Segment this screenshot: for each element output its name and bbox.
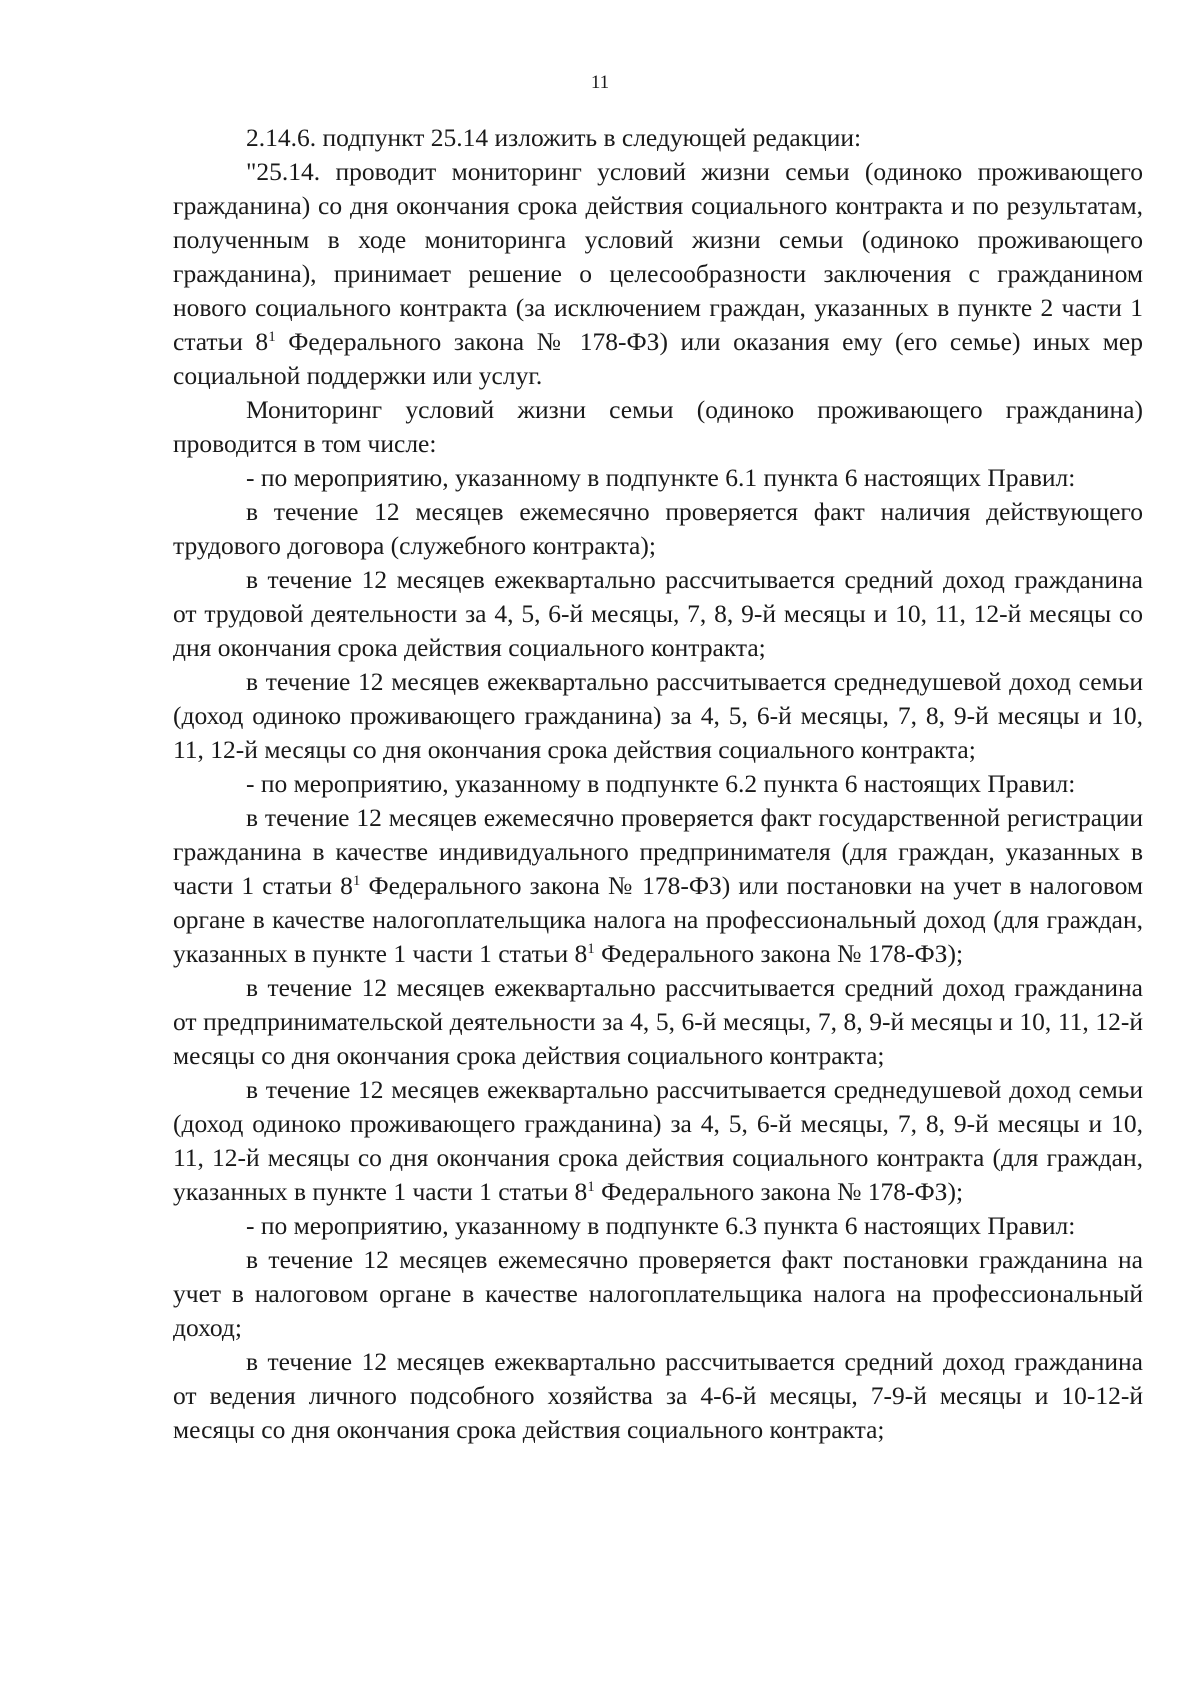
paragraph: - по мероприятию, указанному в подпункте 6.3 пункта 6 настоящих Правил:	[246, 1211, 1076, 1240]
paragraph: в течение 12 месяцев ежемесячно проверяется факт постановки гражданина на учет в налоговом органе в качестве налогоплательщика налога на профессиональный доход;	[173, 1245, 1143, 1342]
paragraph-text: в течение 12 месяцев ежемесячно проверяется факт государственной регистрации гражданина в качестве индивидуального предпринимателя (для граждан, указанных в части 1 статьи 8	[173, 803, 1143, 900]
paragraph	[173, 1073, 1143, 1209]
paragraph: в течение 12 месяцев ежемесячно проверяется факт наличия действующего трудового договора (служебного контракта);	[173, 497, 1143, 560]
paragraph: Мониторинг условий жизни семьи (одиноко проживающего гражданина) проводится в том числе:	[173, 395, 1143, 458]
paragraph	[173, 801, 1143, 971]
paragraph: в течение 12 месяцев ежеквартально рассчитывается среднедушевой доход семьи (доход одиноко проживающего гражданина) за 4, 5, 6-й месяцы, 7, 8, 9-й месяцы и 10, 11, 12-й месяцы со дня окончания срока действия социального контракта;	[173, 667, 1143, 764]
document-body	[173, 121, 1143, 1447]
paragraph-text: Федерального закона № 178-ФЗ);	[594, 939, 964, 968]
paragraph-text: Федерального закона № 178-ФЗ) или оказания ему (его семье) иных мер социальной поддержки или услуг.	[173, 327, 1143, 390]
superscript-index: 1	[352, 873, 361, 889]
superscript-index: 1	[587, 941, 595, 957]
paragraph: 2.14.6. подпункт 25.14 изложить в следующей редакции:	[246, 123, 862, 152]
paragraph: в течение 12 месяцев ежеквартально рассчитывается средний доход гражданина от ведения личного подсобного хозяйства за 4-6-й месяцы, 7-9-й месяцы и 10-12-й месяцы со дня окончания срока действия социального контракта;	[173, 1347, 1143, 1444]
paragraph-text: Федерального закона № 178-ФЗ);	[594, 1177, 964, 1206]
paragraph: - по мероприятию, указанному в подпункте 6.2 пункта 6 настоящих Правил:	[246, 769, 1076, 798]
paragraph: в течение 12 месяцев ежеквартально рассчитывается средний доход гражданина от предпринимательской деятельности за 4, 5, 6-й месяцы, 7, 8, 9-й месяцы и 10, 11, 12-й месяцы со дня окончания срока действия социального контракта;	[173, 973, 1143, 1070]
superscript-index: 1	[268, 329, 276, 345]
paragraph: в течение 12 месяцев ежеквартально рассчитывается средний доход гражданина от трудовой деятельности за 4, 5, 6-й месяцы, 7, 8, 9-й месяцы и 10, 11, 12-й месяцы со дня окончания срока действия социального контракта;	[173, 565, 1143, 662]
paragraph	[173, 155, 1143, 393]
paragraph-text: Федерального закона № 178-ФЗ) или постановки на учет в налоговом органе в качестве налогоплательщика налога на профессиональный доход (для граждан, указанных в пункте 1 части 1 статьи 8	[173, 871, 1143, 968]
paragraph-text: "25.14. проводит мониторинг условий жизни семьи (одиноко проживающего гражданина) со дня окончания срока действия социального контракта и по результатам, полученным в ходе мониторинга условий жизни семьи (одиноко проживающего гражданина), принимает решение о целесообразности заключения с гражданином нового социального контракта (за исключением граждан, указанных в пункте 2 части 1 статьи 8	[173, 157, 1143, 356]
page-number: 11	[590, 72, 610, 93]
superscript-index: 1	[587, 1179, 595, 1195]
paragraph: - по мероприятию, указанному в подпункте 6.1 пункта 6 настоящих Правил:	[246, 463, 1076, 492]
paragraph-text: в течение 12 месяцев ежеквартально рассчитывается среднедушевой доход семьи (доход одиноко проживающего гражданина) за 4, 5, 6-й месяцы, 7, 8, 9-й месяцы и 10, 11, 12-й месяцы со дня окончания срока действия социального контракта (для граждан, указанных в пункте 1 части 1 статьи 8	[173, 1075, 1143, 1206]
